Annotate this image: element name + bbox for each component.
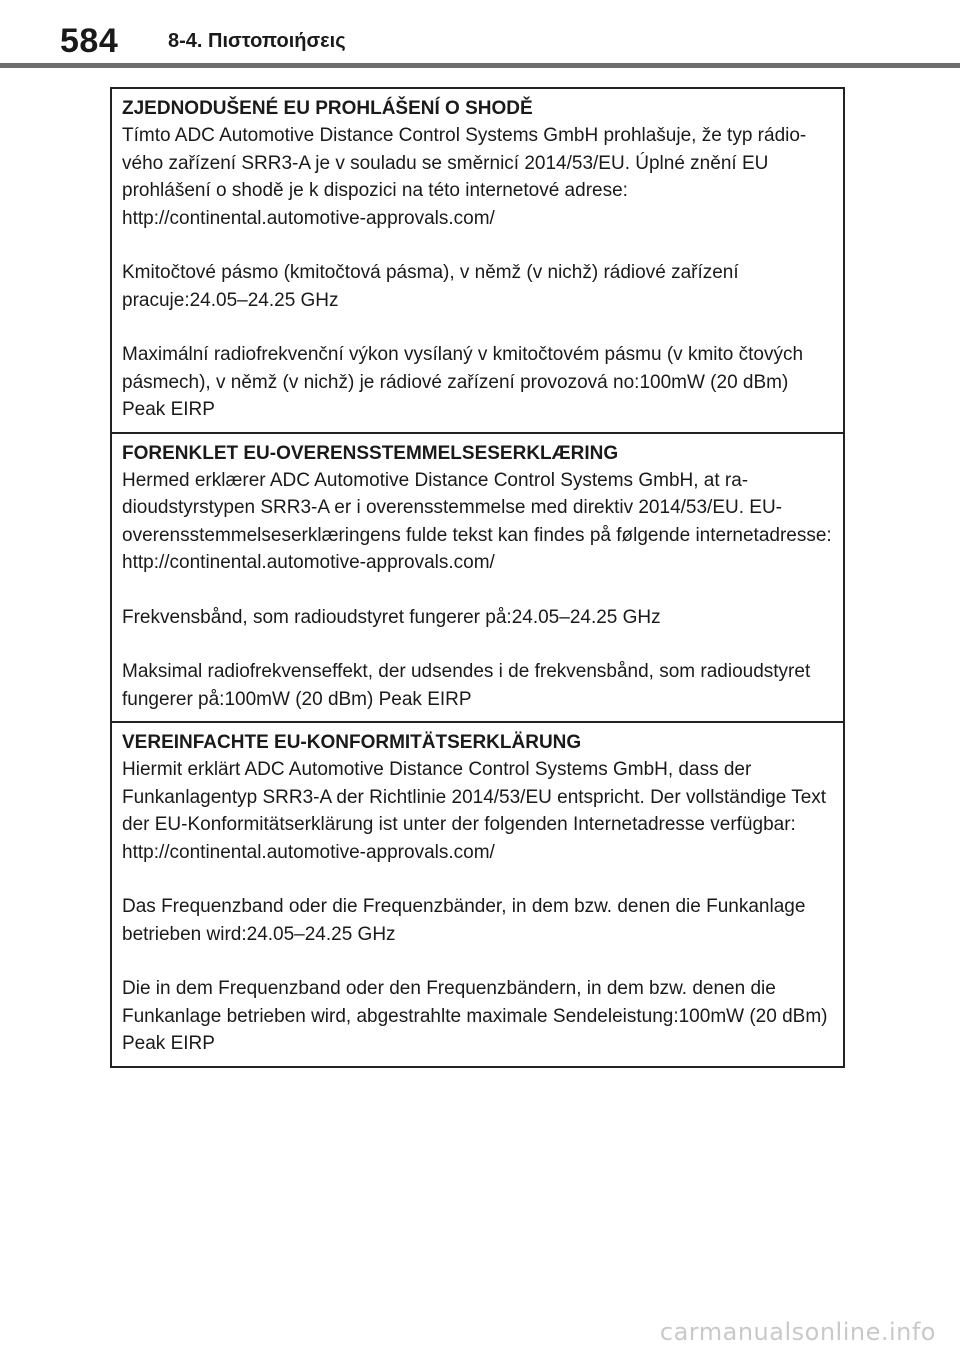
declaration-title: VEREINFACHTE EU-KONFORMITÄTSERKLÄRUNG: [122, 732, 582, 753]
page-number: 584: [60, 22, 119, 60]
declaration-title: ZJEDNODUŠENÉ EU PROHLÁŠENÍ O SHODĚ: [122, 98, 533, 119]
header-divider: [0, 63, 960, 68]
frequency-band: Kmitočtové pásmo (kmitočtová pásma), v němž (v nichž) rádiové zařízení pracuje:24.05–24.25 GHz: [122, 262, 739, 311]
declaration-body: Hiermit erklärt ADC Automotive Distance Control Systems GmbH, dass der Funkanlagentyp SRR3-A der Richtlinie 2014/53/EU entspricht. Der vollständige Text der EU-Konformitätserklärung ist unter der folgenden Internetadresse verfügbar:: [122, 759, 827, 835]
declaration-title: FORENKLET EU-OVERENSSTEMMELSESERKLÆRING: [122, 442, 619, 464]
declaration-german: [112, 723, 843, 1066]
page-header: [0, 0, 960, 70]
frequency-band: Frekvensbånd, som radioudstyret fungerer på:24.05–24.25 GHz: [122, 606, 661, 628]
declaration-url: http://continental.automotive-approvals.com/: [122, 207, 495, 229]
frequency-band: Das Frequenzband oder die Frequenzbänder, in dem bzw. denen die Funkanlage betrieben wird:24.05–24.25 GHz: [122, 896, 806, 945]
max-power: Maximální radiofrekvenční výkon vysílaný v kmitočtovém pásmu (v kmito čtových pásmech), v němž (v nichž) je rádiové zařízení provozová no:100mW (20 dBm) Peak EIRP: [122, 344, 804, 420]
declaration-czech: [112, 89, 843, 434]
declarations-box: [110, 87, 845, 1068]
max-power: Die in dem Frequenzband oder den Frequenzbändern, in dem bzw. denen die Funkanlage betrieben wird, abgestrahlte maximale Sendeleistung:100mW (20 dBm) Peak EIRP: [122, 978, 828, 1054]
declaration-body: Hermed erklærer ADC Automotive Distance Control Systems GmbH, at ra-dioudstyrstypen SRR3-A er i overensstemmelse med direktiv 2014/53/EU. EU-overensstemmelseserklæringens fulde tekst kan findes på følgende internetadresse:: [122, 469, 832, 546]
max-power: Maksimal radiofrekvenseffekt, der udsendes i de frekvensbånd, som radioudstyret fungerer på:100mW (20 dBm) Peak EIRP: [122, 661, 811, 710]
declaration-url: http://continental.automotive-approvals.com/: [122, 552, 495, 573]
declaration-danish: [112, 434, 843, 724]
section-title: 8-4. Πιστοποιήσεις: [168, 30, 346, 52]
declaration-url: http://continental.automotive-approvals.com/: [122, 841, 495, 863]
declaration-body: Tímto ADC Automotive Distance Control Systems GmbH prohlašuje, že typ rádio-vého zařízení SRR3-A je v souladu se směrnicí 2014/53/EU. Úplné znění EU prohlášení o shodě je k dispozici na této internetové adrese:: [122, 125, 807, 201]
watermark: carmanualsonline.info: [659, 1318, 936, 1346]
